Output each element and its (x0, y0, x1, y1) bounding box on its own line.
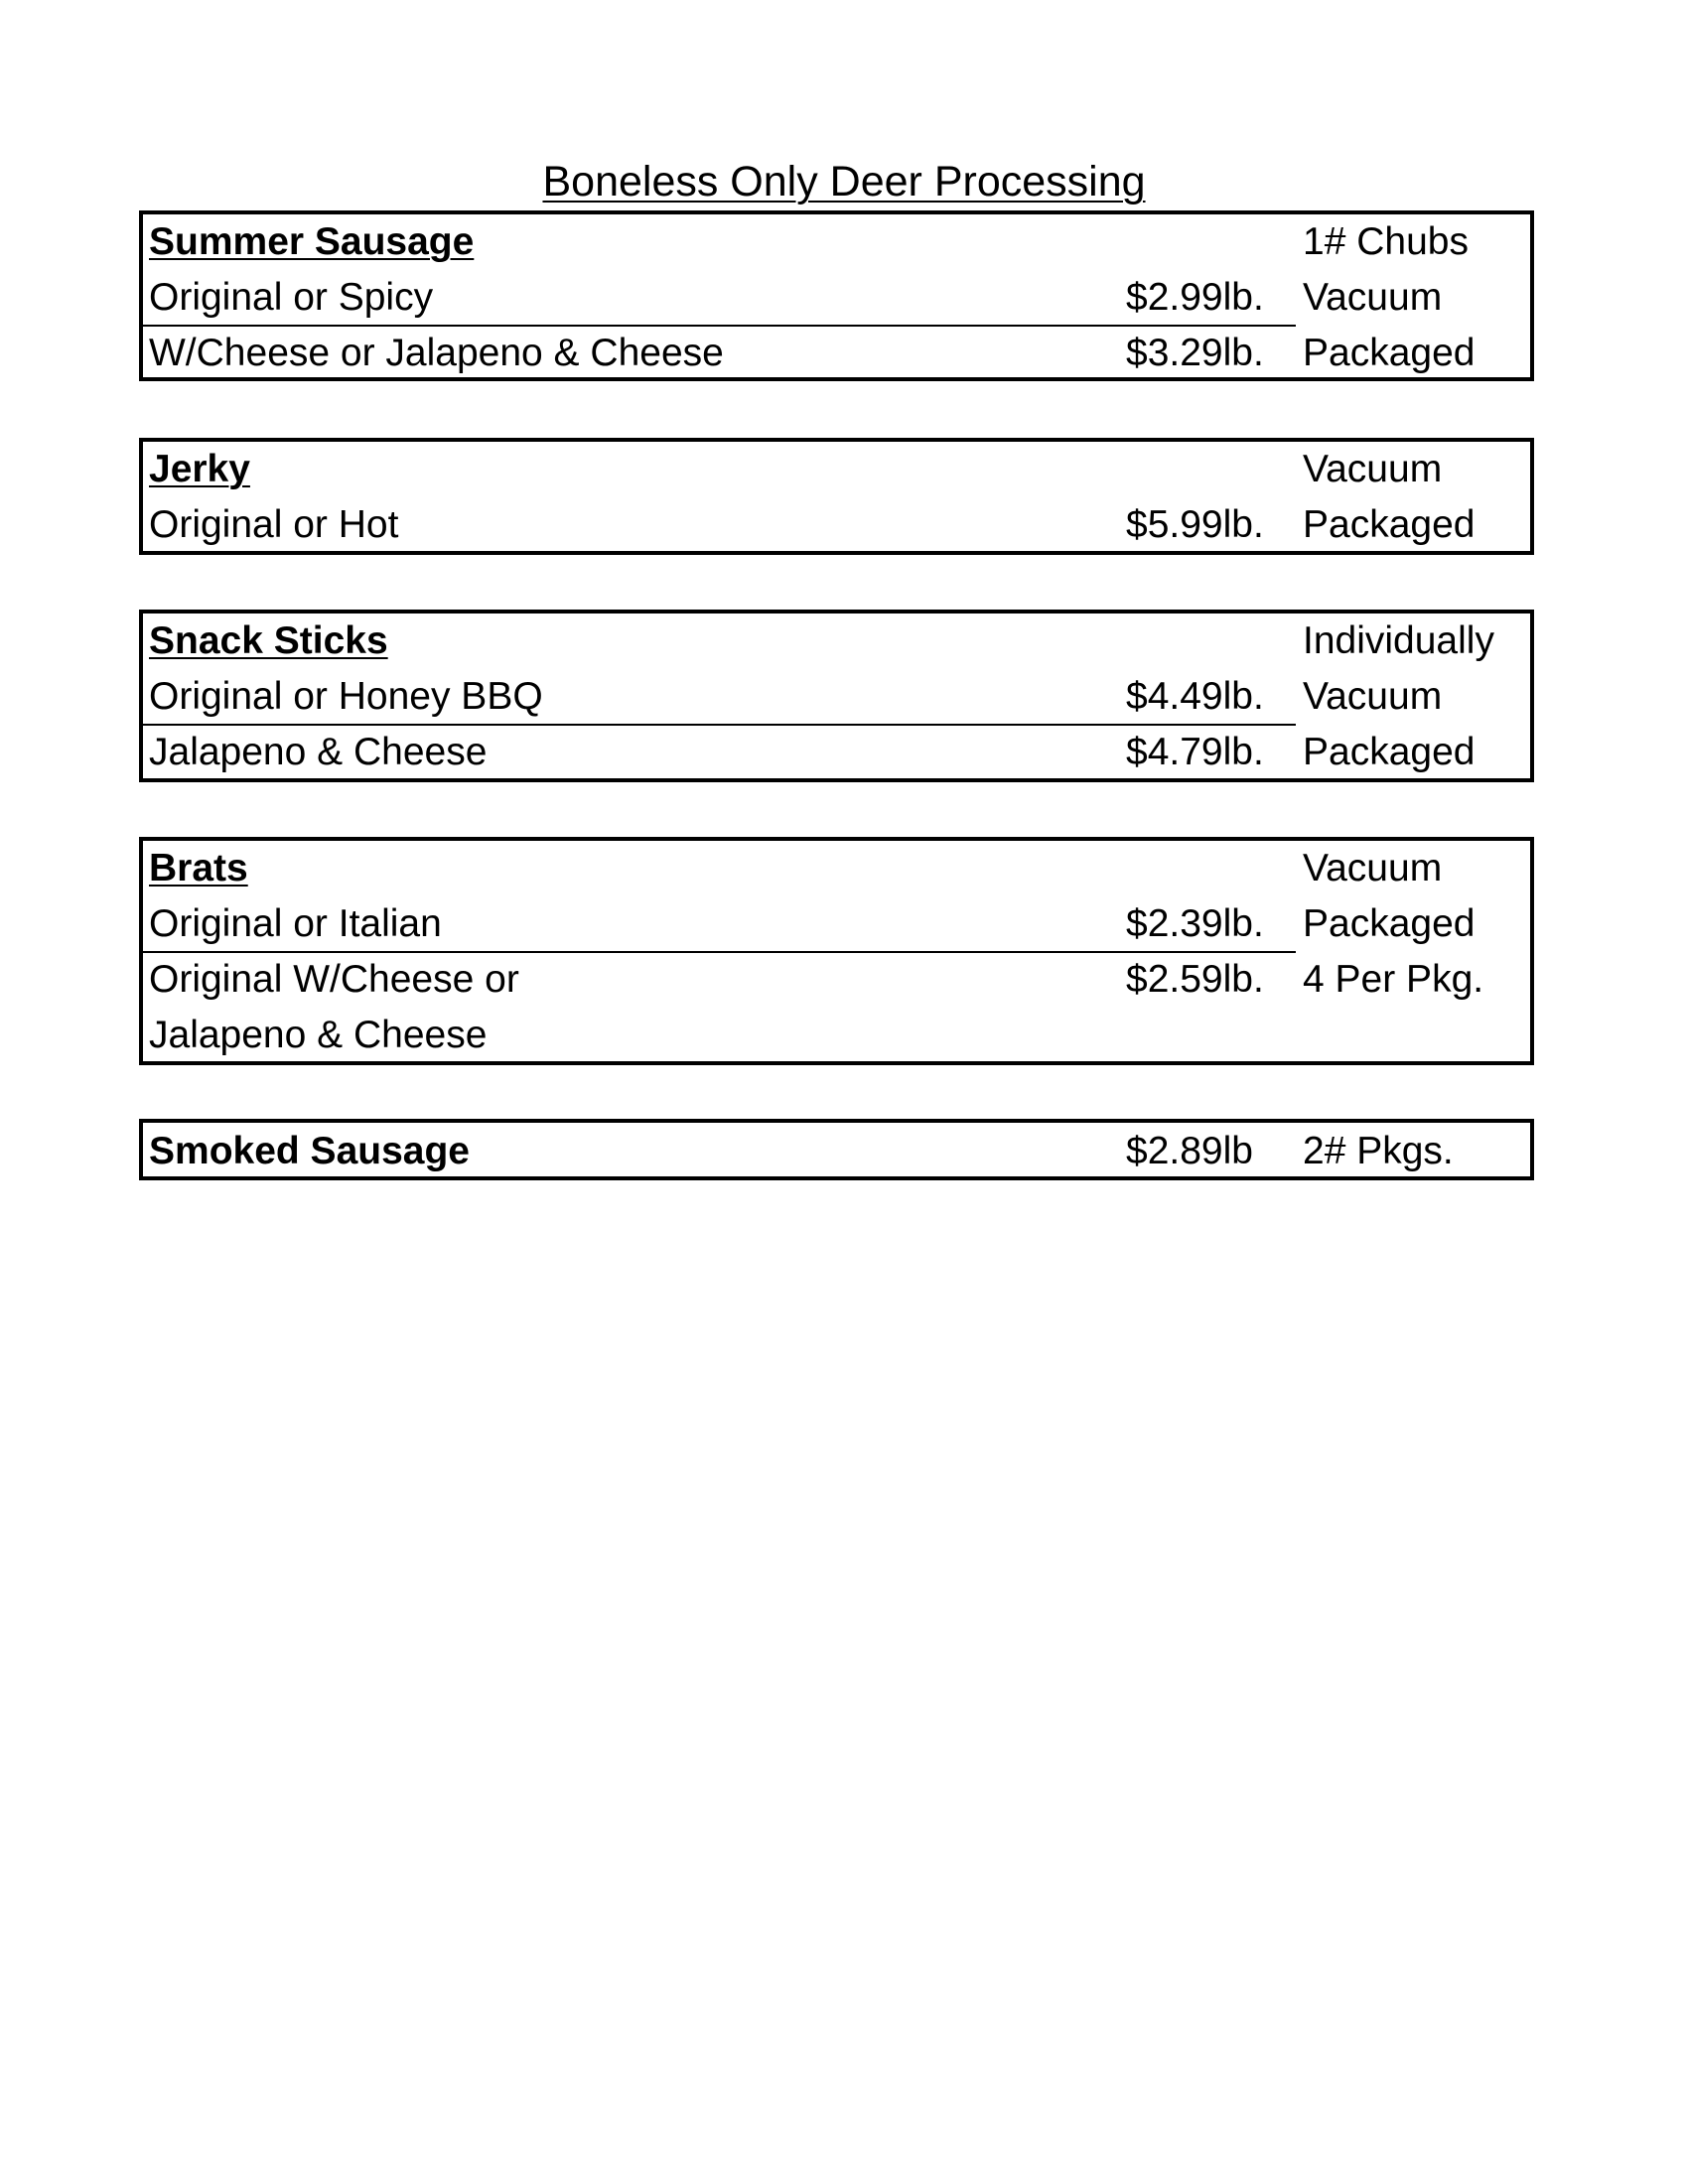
smoked-sausage-heading: Smoked Sausage (149, 1130, 470, 1172)
jerky-item-original: Original or Hot (149, 503, 399, 546)
snack-sticks-note-3: Packaged (1303, 731, 1476, 773)
snack-sticks-item-original: Original or Honey BBQ (149, 675, 543, 718)
smoked-sausage-note: 2# Pkgs. (1303, 1130, 1454, 1172)
snack-sticks-note-1: Individually (1303, 619, 1494, 662)
jerky-note-1: Vacuum (1303, 448, 1443, 490)
page-title-text: Boneless Only Deer Processing (542, 158, 1146, 205)
summer-sausage-row-cheese (143, 326, 1530, 381)
summer-sausage-note-1: 1# Chubs (1303, 220, 1469, 263)
brats-note-3: 4 Per Pkg. (1303, 958, 1484, 1001)
snack-sticks-item-jalapeno: Jalapeno & Cheese (149, 731, 488, 773)
page-title (0, 155, 1688, 208)
summer-sausage-price-original: $2.99lb. (1126, 276, 1264, 319)
snack-sticks-row-original (143, 669, 1530, 725)
jerky-price-original: $5.99lb. (1126, 503, 1264, 546)
brats-item-cheese: Original W/Cheese or (149, 958, 519, 1001)
brats-heading: Brats (149, 847, 248, 889)
section-summer-sausage (139, 210, 1534, 381)
snack-sticks-price-original: $4.49lb. (1126, 675, 1264, 718)
brats-note-2: Packaged (1303, 902, 1476, 945)
summer-sausage-item-original: Original or Spicy (149, 276, 434, 319)
jerky-note-2: Packaged (1303, 503, 1476, 546)
snack-sticks-heading-row (143, 614, 1530, 669)
summer-sausage-note-3: Packaged (1303, 332, 1476, 374)
smoked-sausage-row (143, 1124, 1530, 1179)
summer-sausage-row-original (143, 270, 1530, 326)
snack-sticks-note-2: Vacuum (1303, 675, 1443, 718)
brats-price-cheese: $2.59lb. (1126, 958, 1264, 1001)
brats-price-original: $2.39lb. (1126, 902, 1264, 945)
summer-sausage-note-2: Vacuum (1303, 276, 1443, 319)
smoked-sausage-price: $2.89lb (1126, 1130, 1253, 1172)
brats-item-cheese-continued: Jalapeno & Cheese (149, 1014, 488, 1056)
section-snack-sticks (139, 610, 1534, 782)
brats-row-cheese (143, 952, 1530, 1008)
summer-sausage-price-cheese: $3.29lb. (1126, 332, 1264, 374)
summer-sausage-item-cheese: W/Cheese or Jalapeno & Cheese (149, 332, 724, 374)
summer-sausage-heading: Summer Sausage (149, 220, 475, 263)
brats-row-cheese-continued (143, 1008, 1530, 1063)
brats-row-original (143, 896, 1530, 952)
brats-heading-row (143, 841, 1530, 896)
brats-item-original: Original or Italian (149, 902, 442, 945)
section-brats (139, 837, 1534, 1065)
section-jerky (139, 438, 1534, 555)
brats-note-1: Vacuum (1303, 847, 1443, 889)
jerky-heading-row (143, 442, 1530, 497)
section-smoked-sausage (139, 1119, 1534, 1180)
snack-sticks-price-jalapeno: $4.79lb. (1126, 731, 1264, 773)
summer-sausage-heading-row (143, 214, 1530, 270)
snack-sticks-row-jalapeno (143, 725, 1530, 780)
snack-sticks-heading: Snack Sticks (149, 619, 388, 662)
jerky-heading: Jerky (149, 448, 250, 490)
jerky-row-original (143, 497, 1530, 553)
